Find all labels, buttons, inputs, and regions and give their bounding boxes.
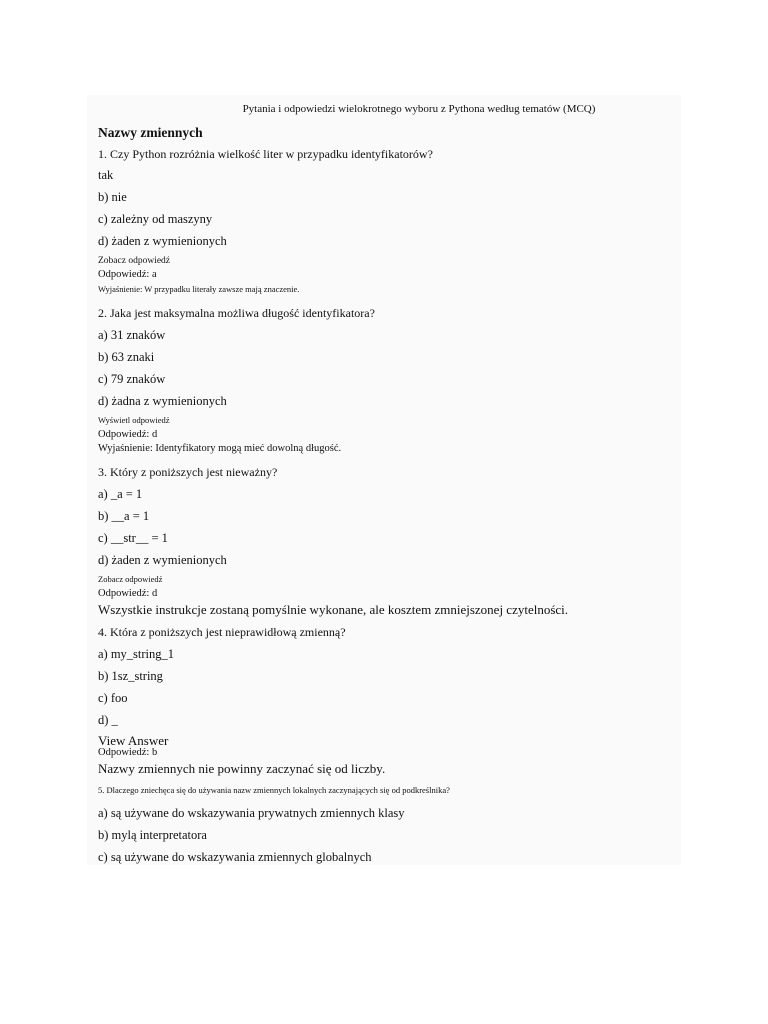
question-2: 2. Jaka jest maksymalna możliwa długość identyfikatora? <box>98 306 375 320</box>
q2-explanation: Wyjaśnienie: Identyfikatory mogą mieć dowolną długość. <box>98 443 342 454</box>
q2-option-c: c) 79 znaków <box>98 372 166 386</box>
q4-explanation: Nazwy zmiennych nie powinny zaczynać się od liczby. <box>98 761 386 776</box>
document-header: Pytania i odpowiedzi wielokrotnego wyboru z Pythona według tematów (MCQ) <box>242 103 596 115</box>
question-5: 5. Dlaczego zniechęca się do używania nazw zmiennych lokalnych zaczynających się od podkreślnika? <box>98 785 450 795</box>
q1-explanation: Wyjaśnienie: W przypadku literały zawsze mają znaczenie. <box>98 284 300 294</box>
q3-option-d: d) żaden z wymienionych <box>98 553 227 567</box>
q5-option-b: b) mylą interpretatora <box>98 828 207 842</box>
section-title: Nazwy zmiennych <box>98 125 203 140</box>
q2-answer: Odpowiedź: d <box>98 429 158 440</box>
q1-option-d: d) żaden z wymienionych <box>98 234 227 248</box>
q1-option-b: b) nie <box>98 190 127 204</box>
q4-option-a: a) my_string_1 <box>98 647 175 661</box>
q1-option-c: c) zależny od maszyny <box>98 212 213 226</box>
q4-option-c: c) foo <box>98 691 128 705</box>
q5-option-a: a) są używane do wskazywania prywatnych zmiennych klasy <box>98 806 405 820</box>
q2-show-answer: Wyświetl odpowiedź <box>98 415 170 425</box>
q3-show-answer: Zobacz odpowiedź <box>98 574 163 584</box>
q2-option-a: a) 31 znaków <box>98 328 166 342</box>
q3-option-a: a) _a = 1 <box>98 487 143 501</box>
q1-show-answer: Zobacz odpowiedź <box>98 256 171 266</box>
q2-option-b: b) 63 znaki <box>98 350 155 364</box>
q3-answer: Odpowiedź: d <box>98 588 158 599</box>
question-1: 1. Czy Python rozróżnia wielkość liter w przypadku identyfikatorów? <box>98 147 433 161</box>
q4-option-d: d) _ <box>98 713 118 727</box>
q1-option-a: tak <box>98 168 114 182</box>
q3-explanation: Wszystkie instrukcje zostaną pomyślnie wykonane, ale kosztem zmniejszonej czytelności. <box>98 602 569 617</box>
q3-option-b: b) __a = 1 <box>98 509 150 523</box>
q1-answer: Odpowiedź: a <box>98 269 157 280</box>
question-3: 3. Który z poniższych jest nieważny? <box>98 465 278 479</box>
q2-option-d: d) żadna z wymienionych <box>98 394 227 408</box>
q5-option-c: c) są używane do wskazywania zmiennych globalnych <box>98 850 372 864</box>
question-4: 4. Która z poniższych jest nieprawidłową zmienną? <box>98 625 346 639</box>
q4-show-answer: View Answer <box>98 733 169 748</box>
q3-option-c: c) __str__ = 1 <box>98 531 168 545</box>
q4-option-b: b) 1sz_string <box>98 669 163 683</box>
document-page <box>87 95 681 865</box>
q4-answer: Odpowiedź: b <box>98 747 158 758</box>
